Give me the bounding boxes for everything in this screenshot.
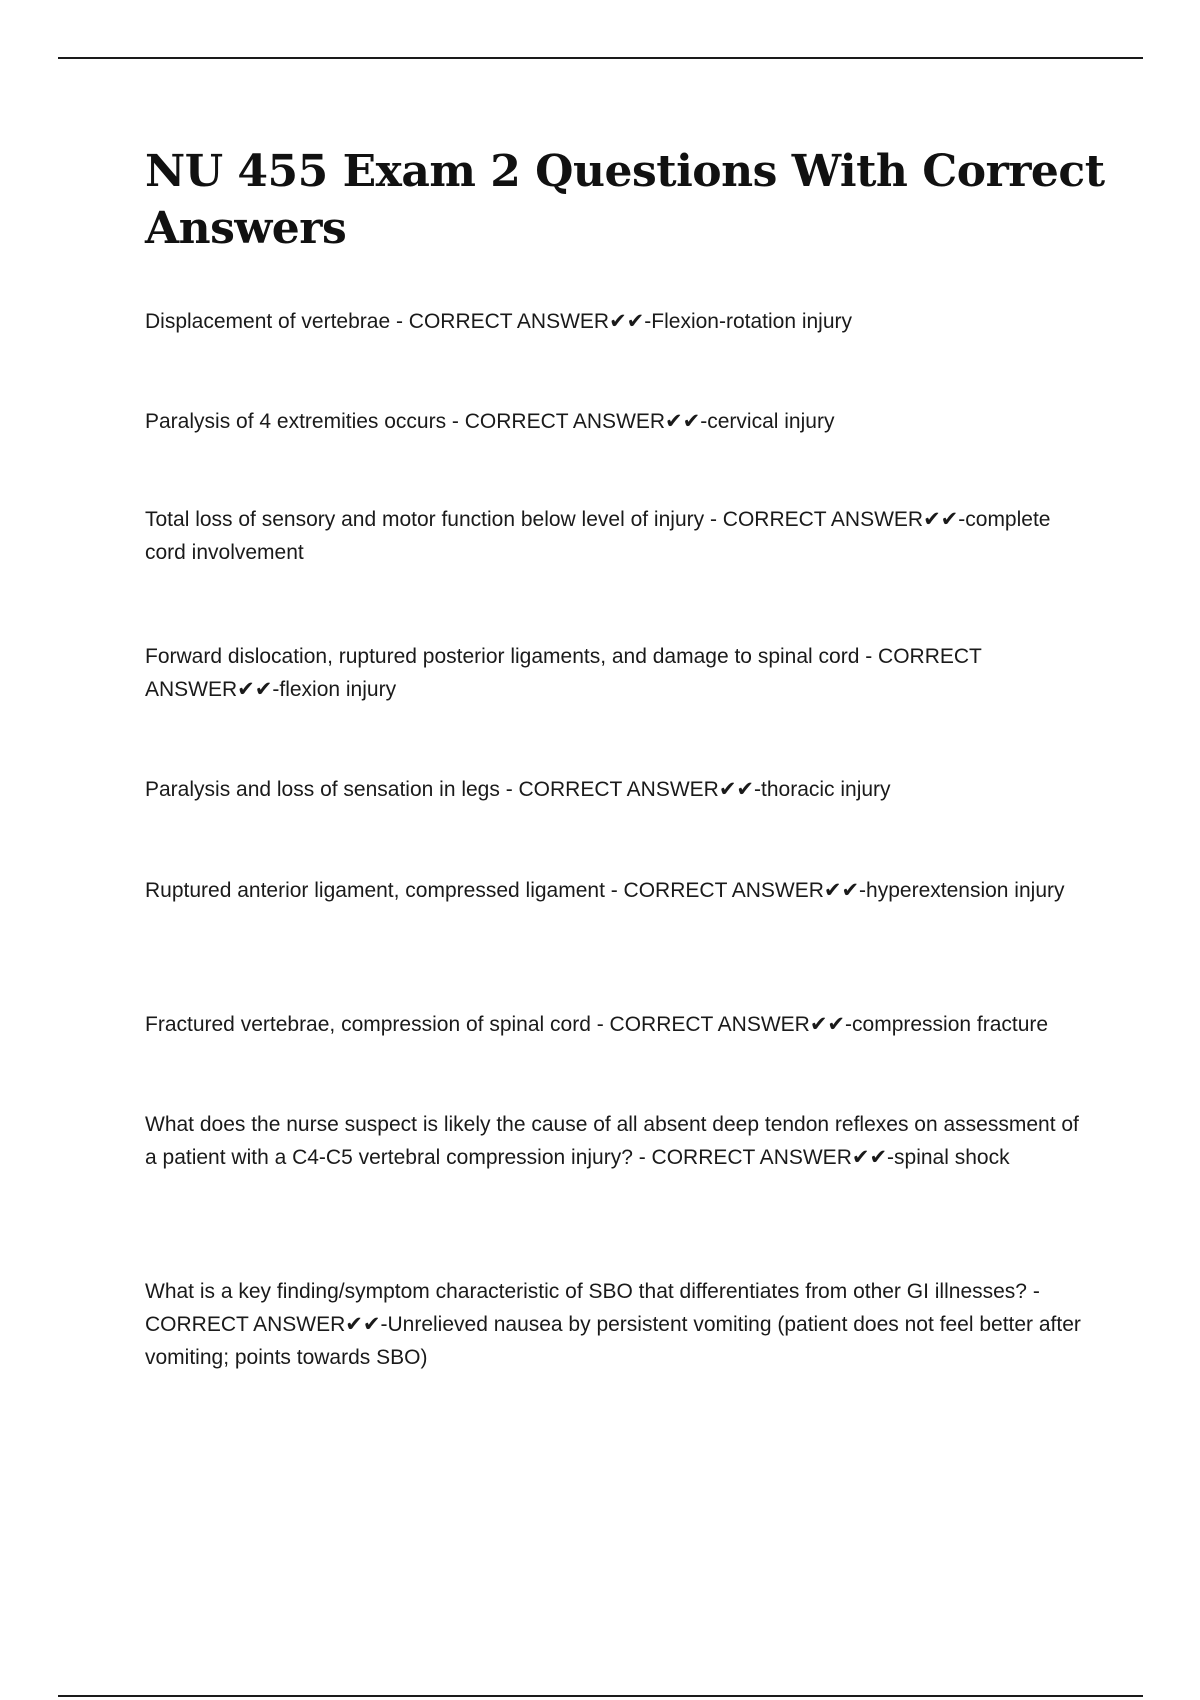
qa-item-2 [145, 405, 1095, 438]
qa-item-6 [145, 874, 1095, 907]
qa-item-8 [145, 1108, 1095, 1174]
qa-item-text: Total loss of sensory and motor function below level of injury - CORRECT ANSWER✔✔-complete cord involvement [145, 508, 1051, 564]
qa-item-text: Displacement of vertebrae - CORRECT ANSWER✔✔-Flexion-rotation injury [145, 310, 853, 333]
qa-item-9 [145, 1275, 1095, 1374]
qa-item-text: What is a key finding/symptom characteristic of SBO that differentiates from other GI illnesses? - CORRECT ANSWER✔✔-Unrelieved nausea by persistent vomiting (patient does not feel better after vomiting; points towards SBO) [145, 1280, 1081, 1369]
qa-item-text: Paralysis of 4 extremities occurs - CORRECT ANSWER✔✔-cervical injury [145, 410, 835, 433]
qa-item-7 [145, 1008, 1095, 1041]
qa-item-5 [145, 773, 1095, 806]
header-rule [58, 57, 1143, 59]
qa-item-3 [145, 503, 1095, 569]
qa-item-4 [145, 640, 1095, 706]
qa-item-1 [145, 305, 1095, 338]
qa-item-text: What does the nurse suspect is likely the cause of all absent deep tendon reflexes on assessment of a patient with a C4-C5 vertebral compression injury? - CORRECT ANSWER✔✔-spinal shock [145, 1113, 1079, 1169]
qa-item-text: Ruptured anterior ligament, compressed ligament - CORRECT ANSWER✔✔-hyperextension injury [145, 879, 1065, 902]
document-title: NU 455 Exam 2 Questions With Correct Answers [145, 146, 1105, 254]
footer-rule [58, 1695, 1143, 1697]
qa-item-text: Fractured vertebrae, compression of spinal cord - CORRECT ANSWER✔✔-compression fracture [145, 1013, 1049, 1036]
qa-item-text: Forward dislocation, ruptured posterior ligaments, and damage to spinal cord - CORRECT ANSWER✔✔-flexion injury [145, 645, 982, 701]
qa-item-text: Paralysis and loss of sensation in legs - CORRECT ANSWER✔✔-thoracic injury [145, 778, 891, 801]
